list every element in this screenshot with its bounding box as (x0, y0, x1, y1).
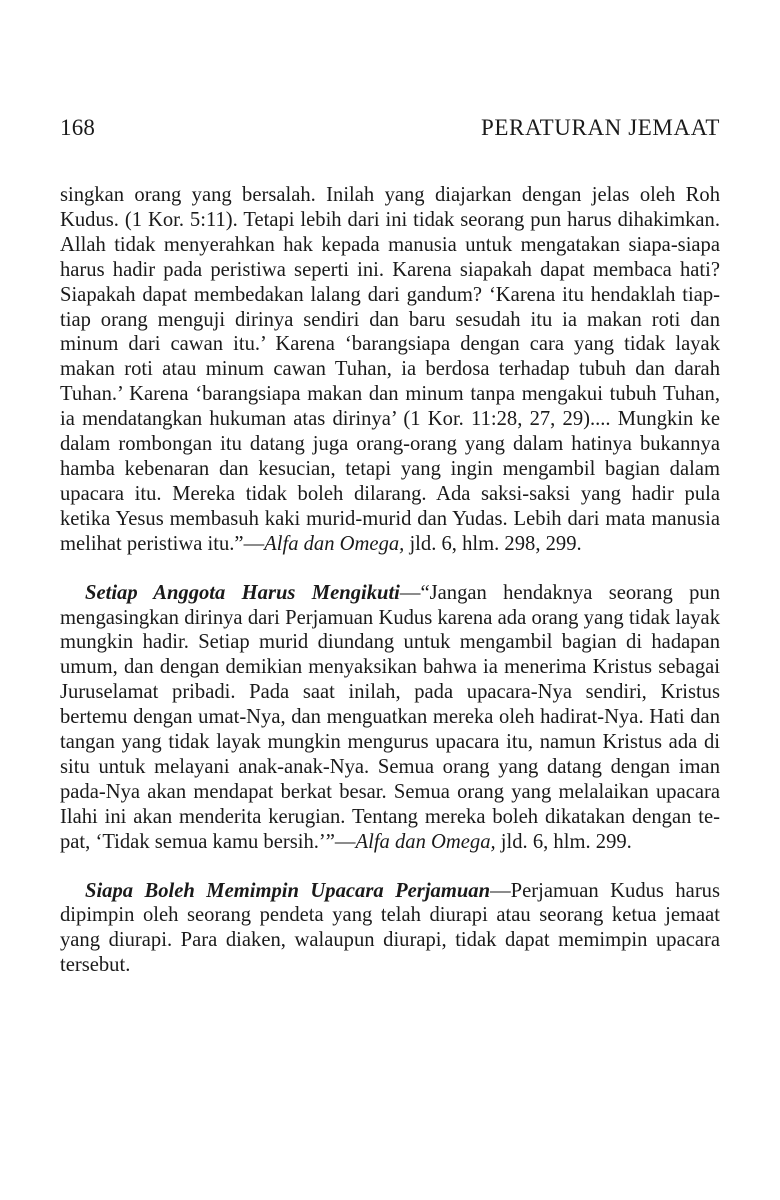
body-text (60, 183, 720, 978)
paragraph-continuation (60, 183, 720, 557)
page-number: 168 (60, 115, 96, 140)
paragraph-siapa-boleh (60, 879, 720, 979)
citation-tail: jld. 6, hlm. 299. (495, 830, 632, 853)
heading-dash: — (490, 879, 511, 902)
source-citation: Alfa dan Omega, (355, 830, 496, 853)
section-heading: Setiap Anggota Harus Mengikuti (85, 581, 400, 604)
section-heading: Siapa Boleh Memimpin Upacara Perjamuan (85, 879, 491, 902)
paragraph-text: Perjamuan Kudus harus dipimpin oleh seorang pendeta yang telah diurapi atau seorang ketua jemaat yang diurapi. Para diaken, walaupun diurapi, tidak dapat memimpin upacara tersebut. (60, 879, 720, 977)
citation-tail: jld. 6, hlm. 298, 299. (404, 532, 582, 555)
paragraph-text: “Jangan hendaknya seorang pun mengasingkan dirinya dari Perjamuan Kudus karena ada orang yang tidak layak mungkin hadir. Setiap murid diundang untuk mengambil bagian di hadapan umum, dan dengan demikian menyaksikan bahwa ia menerima Kristus sebagai Juruselamat pribadi. Pada saat inilah, pada upacara-Nya sendiri, Kristus bertemu dengan umat-Nya, dan menguatkan mereka oleh hadirat-Nya. Hati dan tangan yang tidak layak mungkin mengurus upacara itu, namun Kristus ada di situ untuk melayani anak-anak-Nya. Semua orang yang datang dengan iman pada-Nya akan mendapat berkat besar. Semua orang yang melalaikan upacara Ilahi ini akan menderita kerugian. Tentang mereka boleh dikatakan dengan tepat, ‘Tidak semua kamu bersih.’”— (60, 581, 720, 853)
running-title: PERATURAN JEMAAT (481, 115, 720, 140)
paragraph-text: singkan orang yang bersalah. Inilah yang diajarkan dengan jelas oleh Roh Kudus. (1 Kor. 5:11). Tetapi lebih dari ini tidak seorang pun harus dihakimkan. Allah tidak menyerahkan hak kepada manusia untuk mengatakan siapa-siapa harus hadir pada peristiwa seperti ini. Karena siapakah dapat membaca hati? Siapakah dapat membedakan lalang dari gandum? ‘Karena itu hendaklah tiap-tiap orang menguji dirinya sendiri dan baru sesudah itu ia makan roti dan minum dari cawan itu.’ Karena ‘barangsiapa dengan cara yang tidak layak makan roti atau minum cawan Tuhan, ia berdosa terhadap tubuh dan darah Tuhan.’ Karena ‘barangsiapa makan dan minum tanpa mengakui tubuh Tuhan, ia mendatangkan hukuman atas dirinya’ (1 Kor. 11:28, 27, 29).... Mungkin ke dalam rombongan itu datang juga orang-orang yang dalam hatinya bukannya hamba kebenaran dan kesucian, tetapi yang ingin mengambil bagian dalam upacara itu. Mereka tidak boleh dilarang. Ada saksi-saksi yang hadir pula ketika Yesus membasuh kaki murid-murid dan Yudas. Lebih dari mata manusia melihat peristiwa itu.”— (60, 184, 720, 555)
source-citation: Alfa dan Omega, (264, 532, 405, 555)
book-page (60, 113, 720, 978)
paragraph-setiap-anggota (60, 581, 720, 855)
heading-dash: — (399, 581, 421, 604)
running-header (60, 113, 720, 143)
